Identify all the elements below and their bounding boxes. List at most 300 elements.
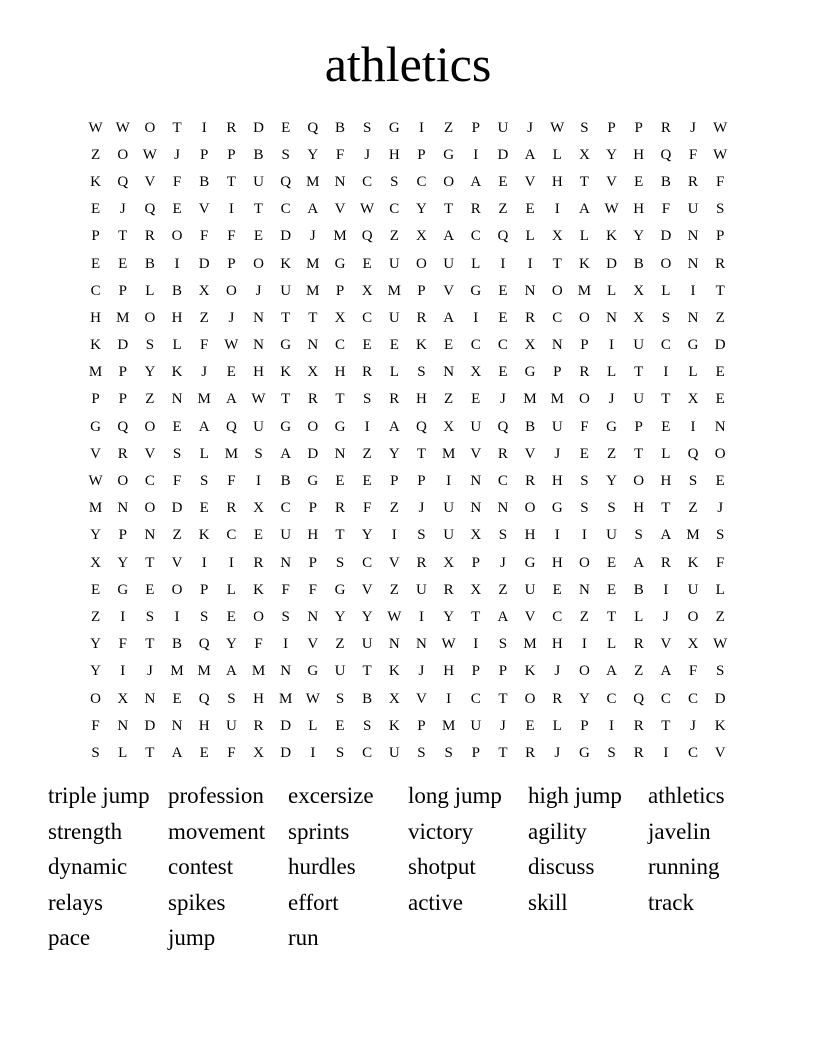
grid-cell: E: [715, 473, 725, 490]
grid-cell: N: [171, 391, 183, 408]
grid-cell: C: [362, 173, 373, 190]
grid-cell: E: [552, 581, 562, 598]
grid-cell: K: [388, 717, 400, 734]
grid-cell: V: [334, 201, 346, 218]
grid-cell: J: [119, 201, 126, 218]
grid-cell: Q: [497, 418, 509, 435]
grid-cell: U: [416, 581, 427, 598]
grid-cell: R: [525, 744, 536, 761]
grid-row: [82, 603, 734, 630]
grid-cell: G: [687, 337, 699, 354]
grid-cell: X: [443, 554, 455, 571]
grid-cell: E: [253, 527, 264, 544]
grid-cell: C: [470, 228, 481, 245]
grid-cell: R: [633, 636, 644, 653]
grid-cell: T: [308, 309, 318, 326]
grid-cell: S: [362, 391, 372, 408]
grid-cell: X: [524, 337, 536, 354]
grid-cell: L: [308, 717, 318, 734]
grid-cell: C: [144, 473, 155, 490]
grid-cell: M: [251, 663, 266, 680]
grid-cell: J: [554, 744, 561, 761]
grid-cell: X: [633, 282, 645, 299]
grid-row: [82, 549, 734, 576]
grid-cell: Z: [389, 228, 399, 245]
grid-cell: Z: [606, 445, 617, 462]
grid-cell: H: [524, 527, 536, 544]
grid-cell: H: [171, 309, 183, 326]
grid-cell: I: [256, 473, 262, 490]
grid-cell: U: [388, 309, 400, 326]
grid-cell: N: [334, 445, 346, 462]
grid-cell: J: [500, 717, 506, 734]
letter-grid: [82, 114, 734, 767]
grid-cell: D: [714, 337, 726, 354]
grid-cell: F: [200, 228, 209, 245]
word-list-item: run: [288, 925, 319, 951]
grid-cell: U: [388, 255, 400, 272]
grid-cell: G: [117, 581, 129, 598]
grid-cell: Q: [198, 690, 210, 707]
grid-cell: I: [418, 608, 424, 625]
grid-cell: X: [551, 228, 563, 245]
grid-cell: F: [716, 554, 725, 571]
grid-cell: E: [634, 173, 644, 190]
grid-cell: S: [145, 337, 155, 354]
grid-cell: G: [551, 500, 563, 517]
grid-cell: F: [200, 337, 209, 354]
grid-cell: U: [633, 391, 645, 408]
grid-cell: P: [634, 418, 643, 435]
grid-cell: R: [226, 500, 237, 517]
grid-cell: E: [172, 418, 182, 435]
grid-cell: N: [171, 717, 183, 734]
grid-cell: E: [145, 581, 155, 598]
grid-cell: P: [227, 255, 236, 272]
grid-cell: M: [88, 364, 103, 381]
grid-cell: B: [172, 636, 183, 653]
grid-cell: H: [416, 391, 427, 408]
grid-cell: Z: [362, 445, 372, 462]
word-list-item: triple jump: [48, 783, 150, 808]
grid-cell: V: [90, 445, 101, 462]
word-list-item: relays: [48, 889, 103, 915]
grid-cell: U: [687, 201, 699, 218]
page-title: athletics: [324, 36, 492, 92]
grid-cell: Z: [498, 201, 508, 218]
grid-cell: A: [633, 554, 645, 571]
grid-cell: A: [606, 663, 617, 680]
grid-cell: O: [144, 418, 156, 435]
grid-cell: U: [443, 500, 455, 517]
grid-cell: F: [716, 173, 725, 190]
grid-cell: C: [389, 201, 400, 218]
word-list-item: shotput: [408, 854, 476, 880]
grid-cell: E: [498, 282, 508, 299]
grid-cell: S: [498, 527, 508, 544]
grid-cell: R: [117, 445, 128, 462]
grid-cell: B: [362, 690, 373, 707]
grid-cell: Z: [389, 500, 399, 517]
grid-cell: S: [281, 146, 290, 163]
grid-cell: U: [687, 581, 699, 598]
grid-cell: I: [228, 554, 234, 571]
grid-cell: R: [552, 690, 563, 707]
grid-cell: H: [334, 364, 346, 381]
grid-cell: X: [443, 418, 455, 435]
grid-cell: V: [388, 554, 400, 571]
grid-cell: N: [606, 309, 617, 326]
grid-cell: G: [578, 744, 590, 761]
grid-cell: K: [90, 173, 101, 190]
grid-cell: S: [417, 744, 426, 761]
grid-cell: O: [524, 500, 536, 517]
grid-cell: Q: [660, 146, 672, 163]
grid-cell: D: [280, 744, 292, 761]
word-list: [48, 779, 788, 957]
grid-cell: H: [90, 309, 101, 326]
grid-cell: E: [498, 309, 508, 326]
grid-cell: D: [253, 119, 264, 136]
grid-cell: K: [606, 228, 617, 245]
grid-cell: C: [362, 744, 373, 761]
grid-cell: R: [416, 554, 427, 571]
grid-cell: P: [308, 554, 317, 571]
grid-cell: O: [578, 663, 590, 680]
grid-cell: O: [253, 608, 264, 625]
grid-cell: G: [606, 418, 617, 435]
grid-row: [82, 658, 734, 685]
grid-cell: S: [227, 690, 236, 707]
grid-cell: Q: [307, 119, 319, 136]
grid-cell: E: [90, 201, 101, 218]
grid-cell: S: [335, 554, 345, 571]
grid-cell: S: [281, 608, 290, 625]
grid-cell: E: [606, 554, 617, 571]
grid-cell: C: [280, 500, 291, 517]
grid-cell: Y: [633, 228, 645, 245]
grid-cell: N: [551, 337, 563, 354]
grid-row: [82, 712, 734, 739]
grid-cell: A: [443, 228, 455, 245]
grid-cell: O: [524, 690, 536, 707]
grid-cell: T: [634, 445, 644, 462]
grid-cell: R: [144, 228, 155, 245]
grid-cell: L: [389, 364, 399, 381]
grid-cell: K: [714, 717, 726, 734]
grid-cell: G: [524, 554, 536, 571]
grid-cell: Y: [117, 554, 129, 571]
grid-cell: A: [225, 663, 237, 680]
grid-cell: G: [307, 473, 319, 490]
grid-row: [82, 576, 734, 603]
grid-cell: S: [335, 690, 345, 707]
grid-cell: I: [473, 309, 479, 326]
grid-cell: T: [281, 309, 291, 326]
grid-cell: R: [525, 309, 536, 326]
grid-cell: V: [660, 636, 672, 653]
grid-cell: O: [117, 146, 129, 163]
grid-cell: K: [90, 337, 101, 354]
grid-cell: V: [443, 282, 455, 299]
grid-cell: H: [388, 146, 400, 163]
grid-cell: F: [118, 636, 127, 653]
grid-cell: T: [661, 717, 671, 734]
grid-cell: I: [527, 255, 533, 272]
grid-cell: I: [174, 608, 180, 625]
grid-cell: L: [471, 255, 481, 272]
grid-cell: F: [172, 173, 182, 190]
grid-cell: E: [199, 744, 209, 761]
grid-cell: B: [280, 473, 291, 490]
grid-cell: D: [606, 255, 617, 272]
grid-cell: C: [90, 282, 101, 299]
grid-cell: U: [551, 418, 563, 435]
grid-cell: P: [417, 473, 426, 490]
grid-cell: U: [606, 527, 617, 544]
grid-row: [82, 223, 734, 250]
word-list-item: sprints: [288, 818, 350, 844]
grid-cell: J: [228, 309, 235, 326]
grid-cell: J: [690, 717, 696, 734]
grid-cell: N: [307, 608, 319, 625]
grid-cell: E: [226, 364, 236, 381]
grid-cell: A: [660, 663, 672, 680]
grid-cell: O: [416, 255, 427, 272]
grid-cell: A: [660, 527, 672, 544]
grid-cell: O: [578, 309, 590, 326]
grid-cell: I: [690, 282, 696, 299]
grid-cell: L: [606, 364, 617, 381]
word-list-item: effort: [288, 889, 339, 915]
grid-cell: T: [661, 500, 671, 517]
grid-cell: C: [497, 473, 508, 490]
grid-cell: P: [716, 228, 725, 245]
grid-cell: M: [550, 391, 564, 408]
grid-cell: I: [228, 201, 234, 218]
grid-cell: Q: [416, 418, 427, 435]
grid-cell: D: [280, 228, 292, 245]
grid-cell: B: [172, 282, 183, 299]
grid-cell: P: [607, 119, 616, 136]
grid-cell: O: [253, 255, 264, 272]
grid-cell: B: [633, 255, 644, 272]
grid-cell: N: [497, 500, 509, 517]
grid-cell: Y: [307, 146, 319, 163]
grid-cell: S: [580, 119, 589, 136]
grid-row: [82, 631, 734, 658]
grid-cell: T: [335, 527, 345, 544]
grid-cell: X: [253, 500, 264, 517]
grid-cell: C: [280, 201, 291, 218]
grid-cell: M: [333, 228, 347, 245]
grid-cell: W: [713, 636, 728, 653]
grid-cell: Z: [444, 391, 454, 408]
grid-cell: J: [255, 282, 262, 299]
grid-cell: I: [418, 119, 424, 136]
grid-cell: T: [145, 554, 155, 571]
grid-cell: G: [524, 364, 536, 381]
grid-cell: V: [361, 581, 373, 598]
grid-cell: P: [417, 282, 426, 299]
grid-cell: E: [715, 391, 725, 408]
grid-cell: R: [660, 119, 671, 136]
grid-cell: C: [226, 527, 237, 544]
grid-cell: X: [687, 636, 699, 653]
grid-cell: E: [661, 418, 671, 435]
grid-cell: M: [306, 173, 320, 190]
grid-cell: S: [716, 527, 725, 544]
grid-cell: G: [280, 337, 292, 354]
grid-cell: F: [227, 744, 236, 761]
word-list-item: jump: [168, 925, 216, 951]
grid-cell: U: [443, 255, 455, 272]
grid-cell: R: [389, 391, 400, 408]
grid-cell: O: [307, 418, 319, 435]
grid-cell: C: [416, 173, 427, 190]
grid-cell: G: [334, 255, 346, 272]
grid-cell: L: [661, 282, 671, 299]
grid-cell: K: [524, 663, 536, 680]
grid-cell: E: [253, 228, 264, 245]
grid-row: [82, 196, 734, 223]
grid-cell: V: [524, 608, 536, 625]
word-list-item: spikes: [168, 889, 226, 915]
grid-cell: J: [418, 500, 425, 517]
grid-cell: B: [525, 418, 536, 435]
grid-cell: T: [552, 255, 562, 272]
grid-cell: T: [498, 744, 508, 761]
grid-cell: N: [524, 282, 536, 299]
grid-cell: K: [280, 255, 292, 272]
grid-row: [82, 359, 734, 386]
grid-cell: O: [144, 500, 156, 517]
grid-cell: X: [578, 146, 590, 163]
grid-cell: A: [578, 201, 590, 218]
grid-cell: H: [551, 173, 563, 190]
grid-cell: O: [660, 255, 672, 272]
grid-cell: K: [578, 255, 590, 272]
grid-cell: C: [552, 309, 563, 326]
grid-cell: Z: [498, 581, 508, 598]
grid-cell: W: [604, 201, 619, 218]
grid-cell: W: [88, 473, 103, 490]
grid-cell: X: [687, 391, 699, 408]
grid-cell: S: [200, 608, 209, 625]
grid-cell: F: [688, 663, 698, 680]
grid-cell: S: [417, 527, 426, 544]
grid-cell: B: [144, 255, 155, 272]
grid-cell: C: [660, 690, 671, 707]
word-list-item: strength: [48, 818, 123, 844]
grid-cell: Y: [225, 636, 237, 653]
grid-cell: S: [254, 445, 263, 462]
grid-cell: Z: [715, 608, 725, 625]
grid-cell: P: [390, 473, 399, 490]
grid-cell: I: [446, 473, 452, 490]
grid-cell: M: [88, 500, 103, 517]
grid-cell: S: [716, 663, 725, 680]
grid-cell: C: [606, 690, 617, 707]
grid-cell: R: [470, 201, 481, 218]
grid-cell: T: [145, 744, 155, 761]
grid-cell: P: [91, 228, 100, 245]
grid-cell: T: [172, 119, 182, 136]
grid-cell: H: [253, 690, 264, 707]
grid-cell: N: [470, 500, 482, 517]
grid-cell: P: [118, 527, 127, 544]
grid-cell: X: [633, 309, 645, 326]
grid-cell: G: [334, 418, 346, 435]
grid-cell: S: [417, 364, 426, 381]
grid-cell: I: [120, 663, 126, 680]
grid-cell: Z: [389, 581, 399, 598]
grid-row: [82, 685, 734, 712]
grid-cell: F: [580, 418, 589, 435]
grid-cell: T: [579, 173, 589, 190]
grid-row: [82, 522, 734, 549]
grid-cell: S: [145, 608, 155, 625]
grid-cell: S: [444, 744, 453, 761]
grid-cell: U: [524, 581, 536, 598]
grid-cell: U: [470, 717, 482, 734]
grid-cell: V: [144, 173, 156, 190]
grid-cell: M: [306, 282, 320, 299]
grid-cell: I: [554, 201, 560, 218]
grid-cell: G: [90, 418, 101, 435]
grid-cell: N: [687, 228, 699, 245]
word-list-item: athletics: [648, 783, 725, 808]
grid-cell: G: [334, 581, 346, 598]
grid-cell: S: [200, 473, 209, 490]
grid-cell: N: [253, 337, 264, 354]
grid-cell: T: [715, 282, 725, 299]
word-list-item: running: [648, 854, 720, 880]
grid-cell: M: [197, 663, 211, 680]
grid-cell: F: [281, 581, 290, 598]
grid-cell: L: [606, 636, 617, 653]
grid-cell: N: [144, 527, 156, 544]
grid-cell: P: [118, 282, 127, 299]
grid-cell: R: [525, 473, 536, 490]
grid-cell: I: [174, 255, 180, 272]
grid-cell: T: [145, 636, 155, 653]
grid-cell: P: [471, 554, 480, 571]
grid-cell: D: [497, 146, 509, 163]
grid-cell: Q: [280, 173, 292, 190]
grid-cell: T: [281, 391, 291, 408]
grid-cell: F: [308, 581, 317, 598]
grid-cell: J: [554, 663, 561, 680]
grid-cell: Z: [579, 608, 589, 625]
grid-cell: G: [280, 418, 292, 435]
grid-cell: V: [416, 690, 427, 707]
grid-row: [82, 739, 734, 766]
grid-cell: C: [470, 337, 481, 354]
grid-cell: N: [714, 418, 726, 435]
grid-cell: X: [470, 527, 482, 544]
grid-cell: R: [416, 309, 427, 326]
grid-cell: P: [91, 391, 100, 408]
grid-cell: S: [607, 500, 616, 517]
grid-cell: N: [117, 500, 129, 517]
grid-cell: H: [551, 473, 563, 490]
grid-cell: W: [115, 119, 130, 136]
grid-cell: A: [171, 744, 183, 761]
grid-cell: F: [362, 500, 372, 517]
grid-cell: F: [91, 717, 100, 734]
grid-cell: I: [690, 418, 696, 435]
